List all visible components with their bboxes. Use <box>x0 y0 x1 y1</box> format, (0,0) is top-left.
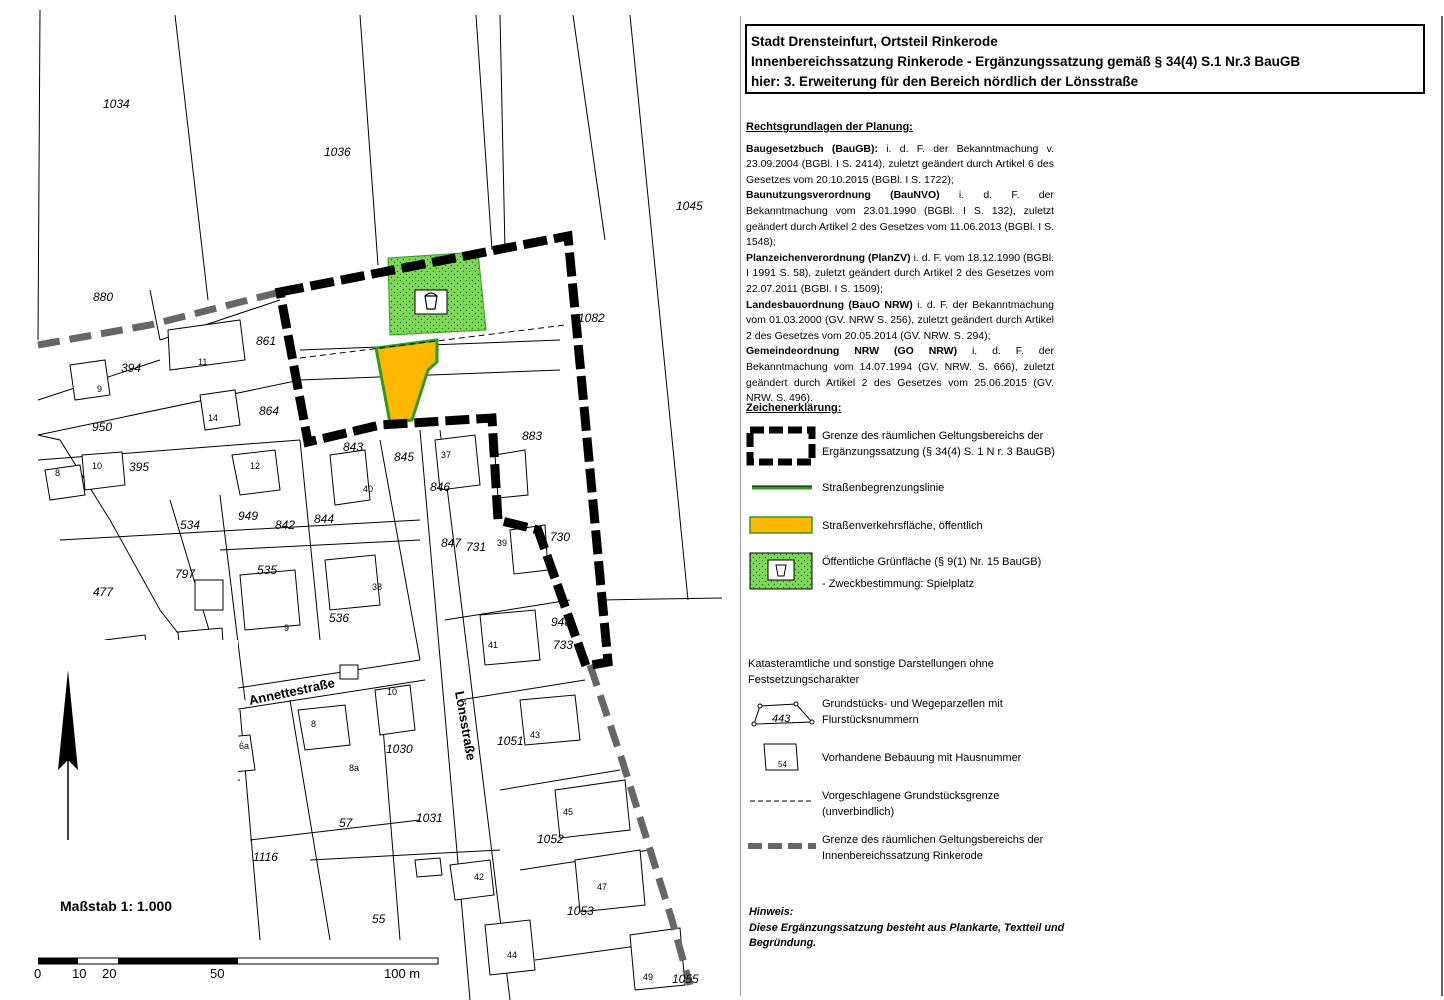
law-entry <box>746 142 1054 189</box>
house-number: 6a <box>239 741 250 751</box>
house-number: 38 <box>372 582 383 592</box>
legend-text-parcel: Grundstücks- und Wegeparzellen mit Flurstücksnummern <box>822 698 1003 726</box>
title-line-2: Innenbereichssatzung Rinkerode - Ergänzungssatzung gemäß § 34(4) S.1 Nr.3 BauGB <box>751 54 1301 69</box>
scale-tick: 100 m <box>384 966 421 981</box>
parcel-label: 477 <box>93 585 114 599</box>
law-name: Gemeindeordnung NRW (GO NRW) <box>746 345 958 358</box>
hint-text: Diese Ergänzungssatzung besteht aus Plankarte, Textteil und Begründung. <box>749 921 1065 949</box>
parcel-label: 731 <box>466 540 487 554</box>
house-number: 10 <box>387 687 398 697</box>
parcel-label: 883 <box>522 429 543 443</box>
parcel-label: 534 <box>180 518 201 532</box>
parcel-label: 861 <box>256 334 277 348</box>
law-name: Baugesetzbuch (BauGB): <box>746 142 878 155</box>
legend-text-inner-boundary: Grenze des räumlichen Geltungsbereichs der Innenbereichssatzung Rinkerode <box>822 834 1044 862</box>
legend-symbol-extension-boundary <box>746 426 818 468</box>
parcel-label: 535 <box>257 563 278 577</box>
north-arrow-icon <box>50 660 110 840</box>
law-name: Landesbauordnung (BauO NRW) <box>746 298 913 311</box>
house-number: 47 <box>597 882 608 892</box>
legend-symbol-inner-boundary <box>746 840 818 852</box>
legend-symbol-building <box>746 740 818 774</box>
street-name-loens: Lönsstraße <box>452 689 479 762</box>
parcel-label: 1052 <box>537 832 564 846</box>
house-number: 42 <box>474 872 485 882</box>
law-entry <box>746 298 1054 345</box>
law-entry <box>746 251 1054 298</box>
legend-text-street-area: Straßenverkehrsfläche, öffentlich <box>822 520 983 532</box>
house-number: 9 <box>97 384 103 394</box>
house-number: 43 <box>530 730 541 740</box>
parcel-label: 394 <box>121 361 142 375</box>
parcel-label: 847 <box>441 536 462 550</box>
house-number: 14 <box>208 413 219 423</box>
parcel-label: 864 <box>259 404 280 418</box>
parcel-label: 844 <box>314 512 335 526</box>
law-text: i. d. F. der Bekanntmachung vom 23.01.1990 (BGBl. I S. 132), zuletzt geändert durch Artikel 2 des Gesetzes vom 11.06.2013 (BGBl. I S. 1548); <box>746 189 1054 249</box>
house-number: 49 <box>643 972 654 982</box>
house-number: 41 <box>488 640 499 650</box>
parcel-label: 57 <box>339 816 353 830</box>
house-number: 8a <box>349 763 360 773</box>
parcel-label: 950 <box>92 420 113 434</box>
parcel-label: 1082 <box>578 311 605 325</box>
title-block <box>745 24 1425 94</box>
law-name: Planzeichenverordnung (PlanZV) <box>746 251 911 264</box>
parcel-label: 536 <box>329 611 350 625</box>
house-number: 37 <box>441 450 452 460</box>
house-number: 10 <box>92 461 103 471</box>
legal-heading: Rechtsgrundlagen der Planung: <box>746 121 913 133</box>
parcel-label: 395 <box>129 460 150 474</box>
legend-symbol-street-line <box>746 482 818 494</box>
parcel-label: 1045 <box>676 199 703 213</box>
parcel-label: 843 <box>343 440 364 454</box>
parcel-label: 733 <box>553 638 574 652</box>
parcel-label: 1034 <box>103 97 130 111</box>
legend-text-green-area: Öffentliche Grünfläche (§ 9(1) Nr. 15 BauGB) <box>822 556 1042 568</box>
law-entry <box>746 188 1054 250</box>
legend-symbol-street-area <box>746 514 818 536</box>
house-number: 12 <box>250 461 261 471</box>
house-number: 44 <box>507 950 518 960</box>
legend-text-proposed-line: Vorgeschlagene Grundstücksgrenze (unverbindlich) <box>822 790 1000 818</box>
law-name: Baunutzungsverordnung (BauNVO) <box>746 189 940 202</box>
legal-basis <box>746 120 1054 407</box>
legend-cadastre-note: Katasteramtliche und sonstige Darstellungen ohne Festsetzungscharakter <box>748 658 994 686</box>
house-number: 8 <box>311 719 317 729</box>
house-number: 39 <box>497 538 508 548</box>
legend-text-extension-boundary: Grenze des räumlichen Geltungsbereichs der Ergänzungssatzung (§ 34(4) S. 1 N r. 3 BauGB) <box>822 430 1055 458</box>
scale-tick: 0 <box>34 966 42 981</box>
north-arrow-panel <box>30 640 238 940</box>
parcel-label: 845 <box>394 450 415 464</box>
parcel-label: 1036 <box>324 145 351 159</box>
parcel-label: 880 <box>93 290 114 304</box>
legend-symbol-green-area <box>746 550 818 592</box>
scale-tick: 50 <box>210 966 225 981</box>
parcel-label: 846 <box>430 480 451 494</box>
law-text: i. d. F. der Bekanntmachung vom 01.03.2000 (GV. NRW S. 256), zuletzt geändert durch Artikel 2 des Gesetzes vom 20.05.2014 (GV. NRW. S. 294); <box>746 298 1054 342</box>
house-number: 11 <box>198 357 208 367</box>
street-name-annette: Annettestraße <box>247 675 337 708</box>
parcel-label: 1030 <box>386 742 413 756</box>
parcel-label: 1116 <box>253 850 278 864</box>
law-entry <box>746 344 1054 406</box>
law-text: i. d. F. vom 18.12.1990 (BGBl. I 1991 S. 58), zuletzt geändert durch Artikel 2 des Gesetzes vom 22.07.2011 (BGBl. I S. 1509); <box>746 251 1054 295</box>
legend-symbol-proposed-line <box>746 796 818 806</box>
legend-symbol-parcel <box>746 700 818 730</box>
legend-text-street-line: Straßenbegrenzungslinie <box>822 482 945 494</box>
legend-building-sample: 54 <box>778 760 787 769</box>
hint-label: Hinweis: <box>749 906 794 918</box>
parcel-label: 1055 <box>672 972 699 986</box>
legend-heading: Zeichenerklärung: <box>746 402 842 414</box>
scale-tick: 10 <box>72 966 87 981</box>
legend <box>746 402 1076 862</box>
legend-parcel-sample: 443 <box>772 713 791 725</box>
law-text: i. d. F. der Bekanntmachung v. 23.09.2004 (BGBl. I S. 2414), zuletzt geändert durch Artikel 6 des Gesetzes vom 20.10.2015 (BGBl. I S. 1722); <box>746 142 1055 186</box>
law-text: i. d. F. der Bekanntmachung vom 14.07.1994 (GV. NRW. S. 666), zuletzt geändert durch Artikel 2 des Gesetzes vom 25.06.2015 (GV. NRW. S. 496). <box>746 345 1054 405</box>
parcel-label: 1051 <box>497 734 524 748</box>
parcel-label: 948 <box>551 615 572 629</box>
parcel-label: 842 <box>275 518 296 532</box>
house-number: 40 <box>363 484 374 494</box>
scale-bar-panel <box>30 940 440 985</box>
street-area-public <box>376 340 437 423</box>
scale-tick: 20 <box>102 966 117 981</box>
hint-block <box>749 905 1079 952</box>
legend-text-green-purpose: - Zweckbestimmung: Spielplatz <box>822 578 975 590</box>
parcel-label: 1053 <box>567 904 594 918</box>
parcel-label: 1031 <box>416 811 443 825</box>
title-line-3: hier: 3. Erweiterung für den Bereich nördlich der Lönsstraße <box>751 74 1139 89</box>
house-number: 8 <box>55 468 61 478</box>
house-number: 9 <box>284 623 290 633</box>
scale-title: Maßstab 1: 1.000 <box>60 898 173 914</box>
title-line-1: Stadt Drensteinfurt, Ortsteil Rinkerode <box>751 34 998 49</box>
house-number: 45 <box>563 807 574 817</box>
parcel-label: 949 <box>238 509 259 523</box>
parcel-label: 55 <box>372 912 386 926</box>
parcel-label: 797 <box>175 567 196 581</box>
parcel-label: 730 <box>550 530 571 544</box>
legend-text-building: Vorhandene Bebauung mit Hausnummer <box>822 752 1022 764</box>
